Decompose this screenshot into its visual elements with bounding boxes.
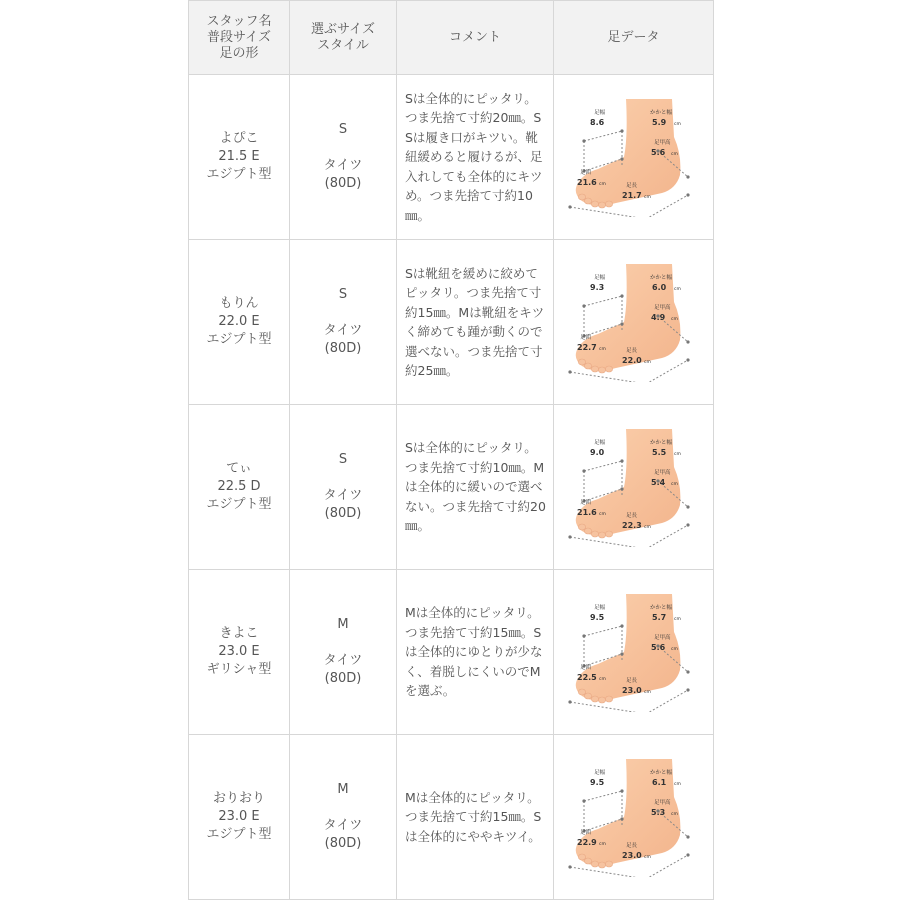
unit-label: cm <box>673 122 681 127</box>
staff-cell <box>189 240 290 405</box>
girth-label: 足囲 <box>579 830 591 836</box>
girth-label: 足囲 <box>579 500 591 506</box>
toe-shape <box>578 524 585 530</box>
measure-point <box>686 175 689 178</box>
heel-width-label: かかと幅 <box>649 605 672 611</box>
unit-label: cm <box>673 287 681 292</box>
measure-point <box>620 294 623 297</box>
toe-shape <box>591 696 598 702</box>
size-style-cell <box>290 405 397 570</box>
unit-label: cm <box>598 182 606 187</box>
unit-label: cm <box>643 195 651 200</box>
toe-shape <box>584 858 591 864</box>
instep-label: 足甲高 <box>653 800 671 806</box>
unit-label: cm <box>598 512 606 517</box>
toe-shape <box>605 861 612 867</box>
length-label: 足長 <box>625 183 637 189</box>
unit-label: cm <box>598 842 606 847</box>
length-line <box>643 690 688 712</box>
measure-point <box>568 205 571 208</box>
header-staff-line: 足の形 <box>219 45 259 61</box>
girth-label: 足囲 <box>579 335 591 341</box>
unit-label: cm <box>670 482 678 487</box>
staff-cell <box>189 75 290 240</box>
length-value: 21.7 <box>621 191 642 200</box>
unit-label: cm <box>673 452 681 457</box>
foot-diagram <box>564 97 704 217</box>
foot-shape: エジプト型 <box>206 827 272 842</box>
measure-point <box>620 157 623 160</box>
measure-point <box>568 370 571 373</box>
length-label: 足長 <box>625 678 637 684</box>
measure-point <box>686 670 689 673</box>
measure-point <box>568 535 571 538</box>
toe-shape <box>605 366 612 372</box>
length-line <box>570 207 646 217</box>
header-staff-line: スタッフ名 <box>206 13 272 29</box>
header-comment: コメント <box>397 1 554 75</box>
instep-label: 足甲高 <box>653 305 671 311</box>
measure-point <box>686 505 689 508</box>
foot-diagram <box>564 427 704 547</box>
measure-point <box>568 700 571 703</box>
heel-width-value: 6.0 <box>651 283 666 292</box>
width-line <box>584 461 622 471</box>
header-staff <box>189 1 290 75</box>
toe-shape <box>584 363 591 369</box>
measure-point <box>620 789 623 792</box>
toe-shape <box>605 201 612 207</box>
unit-label: cm <box>673 617 681 622</box>
instep-label: 足甲高 <box>653 635 671 641</box>
width-line <box>584 791 622 801</box>
width-label: 足幅 <box>593 605 605 611</box>
foot-shape: エジプト型 <box>206 497 272 512</box>
style-name: タイツ <box>323 158 363 173</box>
measure-point <box>686 340 689 343</box>
length-value: 23.0 <box>621 851 642 860</box>
style-denier: (80D) <box>324 341 362 356</box>
width-line <box>584 626 622 636</box>
measure-point <box>620 459 623 462</box>
heel-width-label: かかと幅 <box>649 440 672 446</box>
usual-size: 23.0 E <box>218 809 260 824</box>
unit-label: cm <box>643 360 651 365</box>
width-label: 足幅 <box>593 275 605 281</box>
girth-value: 21.6 <box>576 178 597 187</box>
size-table <box>188 0 714 900</box>
foot-diagram <box>564 757 704 877</box>
unit-label: cm <box>670 812 678 817</box>
style-name: タイツ <box>323 323 363 338</box>
length-label: 足長 <box>625 843 637 849</box>
header-size <box>290 1 397 75</box>
heel-width-value: 5.9 <box>651 118 666 127</box>
length-value: 22.0 <box>621 356 642 365</box>
heel-width-label: かかと幅 <box>649 275 672 281</box>
staff-name: きよこ <box>219 626 259 641</box>
instep-value: 5.4 <box>650 478 665 487</box>
spacer <box>290 634 396 652</box>
style-name: タイツ <box>323 488 363 503</box>
foot-shape: エジプト型 <box>206 332 272 347</box>
chosen-size: S <box>338 452 348 467</box>
toe-shape <box>598 202 605 208</box>
spacer <box>290 139 396 157</box>
table-row <box>189 735 714 900</box>
measure-point <box>620 817 623 820</box>
heel-width-value: 5.7 <box>651 613 666 622</box>
measure-point <box>620 652 623 655</box>
style-name: タイツ <box>323 653 363 668</box>
toe-shape <box>578 854 585 860</box>
instep-label: 足甲高 <box>653 140 671 146</box>
header-foot: 足データ <box>554 1 714 75</box>
unit-label: cm <box>643 690 651 695</box>
length-line <box>570 372 646 382</box>
usual-size: 22.0 E <box>218 314 260 329</box>
comment-cell: Mは全体的にピッタリ。つま先捨て寸約15㎜。Sは全体的にゆとりが少なく、着脱しにくいのでMを選ぶ。 <box>397 570 554 735</box>
girth-value: 21.6 <box>576 508 597 517</box>
girth-label: 足囲 <box>579 170 591 176</box>
header-row <box>189 1 714 75</box>
comment-cell: Mは全体的にピッタリ。つま先捨て寸約15㎜。Sは全体的にややキツイ。 <box>397 735 554 900</box>
measure-point <box>686 193 689 196</box>
length-value: 23.0 <box>621 686 642 695</box>
staff-cell <box>189 405 290 570</box>
toe-shape <box>598 862 605 868</box>
measure-point <box>686 523 689 526</box>
size-style-cell <box>290 570 397 735</box>
width-line <box>584 131 622 141</box>
comment-cell: Sは全体的にピッタリ。つま先捨て寸約10㎜。Mは全体的に緩いので選べない。つま先捨て寸約20㎜。 <box>397 405 554 570</box>
girth-value: 22.9 <box>576 838 597 847</box>
foot-data-cell <box>554 405 714 570</box>
toe-shape <box>591 531 598 537</box>
unit-label: cm <box>598 347 606 352</box>
toe-shape <box>584 198 591 204</box>
measure-point <box>686 358 689 361</box>
measure-point <box>686 853 689 856</box>
foot-diagram <box>564 262 704 382</box>
instep-value: 5.6 <box>650 643 665 652</box>
staff-name: もりん <box>219 296 259 311</box>
measure-point <box>620 487 623 490</box>
measure-point <box>686 688 689 691</box>
instep-value: 4.9 <box>650 313 665 322</box>
width-value: 9.0 <box>589 448 604 457</box>
heel-width-label: かかと幅 <box>649 110 672 116</box>
style-denier: (80D) <box>324 176 362 191</box>
style-denier: (80D) <box>324 671 362 686</box>
width-label: 足幅 <box>593 110 605 116</box>
instep-value: 5.6 <box>650 148 665 157</box>
width-value: 9.3 <box>589 283 604 292</box>
toe-shape <box>578 359 585 365</box>
header-size-line: スタイル <box>317 37 369 53</box>
chosen-size: S <box>338 122 348 137</box>
length-line <box>643 525 688 547</box>
unit-label: cm <box>643 525 651 530</box>
unit-label: cm <box>598 677 606 682</box>
measure-point <box>582 139 585 142</box>
heel-width-label: かかと幅 <box>649 770 672 776</box>
header-size-line: 選ぶサイズ <box>311 21 375 37</box>
toe-shape <box>605 696 612 702</box>
length-line <box>643 855 688 877</box>
size-style-cell <box>290 735 397 900</box>
length-line <box>570 867 646 877</box>
width-label: 足幅 <box>593 440 605 446</box>
width-value: 9.5 <box>589 613 604 622</box>
girth-value: 22.7 <box>576 343 597 352</box>
length-value: 22.3 <box>621 521 642 530</box>
usual-size: 22.5 D <box>217 479 261 494</box>
spacer <box>290 304 396 322</box>
comment-cell: Sは全体的にピッタリ。つま先捨て寸約20㎜。SSは履き口がキツい。靴紐緩めると履けるが、足入れしても全体的にキツめ。つま先捨て寸約10㎜。 <box>397 75 554 240</box>
unit-label: cm <box>670 152 678 157</box>
measure-point <box>686 835 689 838</box>
measure-point <box>582 799 585 802</box>
foot-data-cell <box>554 735 714 900</box>
measure-point <box>620 129 623 132</box>
unit-label: cm <box>673 782 681 787</box>
toe-shape <box>605 531 612 537</box>
chosen-size: M <box>337 617 349 632</box>
staff-name: おりおり <box>212 791 265 806</box>
length-line <box>643 195 688 217</box>
foot-data-cell <box>554 75 714 240</box>
staff-cell <box>189 735 290 900</box>
length-label: 足長 <box>625 348 637 354</box>
foot-data-cell <box>554 570 714 735</box>
toe-shape <box>598 697 605 703</box>
comment-cell: Sは靴紐を緩めに絞めてピッタリ。つま先捨て寸約15㎜。Mは靴紐をキツく締めても踵が動くので選べない。つま先捨て寸約25㎜。 <box>397 240 554 405</box>
spacer <box>290 799 396 817</box>
width-value: 8.6 <box>589 118 604 127</box>
instep-value: 5.3 <box>650 808 665 817</box>
toe-shape <box>591 366 598 372</box>
header-staff-line: 普段サイズ <box>207 29 271 45</box>
style-denier: (80D) <box>324 506 362 521</box>
style-denier: (80D) <box>324 836 362 851</box>
toe-shape <box>598 367 605 373</box>
staff-name: てぃ <box>226 461 252 476</box>
girth-value: 22.5 <box>576 673 597 682</box>
size-table-wrapper <box>188 0 713 900</box>
width-value: 9.5 <box>589 778 604 787</box>
toe-shape <box>598 532 605 538</box>
toe-shape <box>591 201 598 207</box>
size-style-cell <box>290 75 397 240</box>
length-line <box>570 537 646 547</box>
toe-shape <box>584 528 591 534</box>
measure-point <box>582 304 585 307</box>
foot-shape: ギリシャ型 <box>206 662 272 677</box>
unit-label: cm <box>670 647 678 652</box>
toe-shape <box>584 693 591 699</box>
measure-point <box>582 634 585 637</box>
chosen-size: S <box>338 287 348 302</box>
style-name: タイツ <box>323 818 363 833</box>
usual-size: 21.5 E <box>218 149 260 164</box>
measure-point <box>582 469 585 472</box>
heel-width-value: 6.1 <box>651 778 666 787</box>
table-row <box>189 75 714 240</box>
width-label: 足幅 <box>593 770 605 776</box>
staff-cell <box>189 570 290 735</box>
staff-name: よぴこ <box>219 131 259 146</box>
toe-shape <box>591 861 598 867</box>
foot-shape: エジプト型 <box>206 167 272 182</box>
table-row <box>189 570 714 735</box>
measure-point <box>620 322 623 325</box>
table-row <box>189 240 714 405</box>
toe-shape <box>578 194 585 200</box>
foot-data-cell <box>554 240 714 405</box>
instep-label: 足甲高 <box>653 470 671 476</box>
usual-size: 23.0 E <box>218 644 260 659</box>
chosen-size: M <box>337 782 349 797</box>
size-style-cell <box>290 240 397 405</box>
foot-diagram <box>564 592 704 712</box>
heel-width-value: 5.5 <box>651 448 666 457</box>
measure-point <box>568 865 571 868</box>
length-line <box>570 702 646 712</box>
table-row <box>189 405 714 570</box>
length-label: 足長 <box>625 513 637 519</box>
measure-point <box>620 624 623 627</box>
unit-label: cm <box>643 855 651 860</box>
toe-shape <box>578 689 585 695</box>
length-line <box>643 360 688 382</box>
unit-label: cm <box>670 317 678 322</box>
girth-label: 足囲 <box>579 665 591 671</box>
spacer <box>290 469 396 487</box>
width-line <box>584 296 622 306</box>
